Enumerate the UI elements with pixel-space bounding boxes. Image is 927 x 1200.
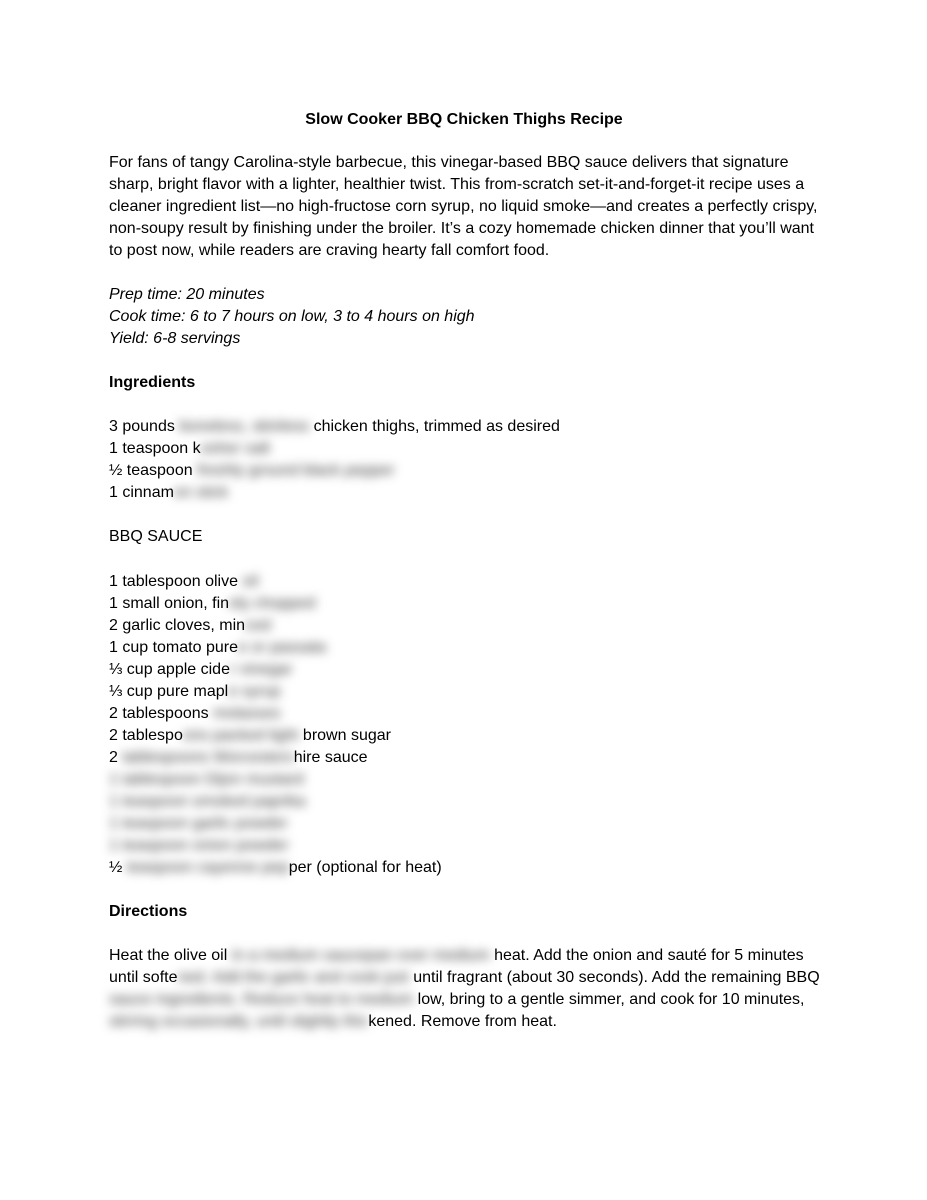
directions-rest-text: until fragrant (about 30 seconds). Add the remaining BBQ xyxy=(408,969,820,986)
sauce-item xyxy=(109,835,442,857)
recipe-meta xyxy=(109,284,475,350)
sauce-item-visible-text: ⅓ cup pure mapl xyxy=(109,683,229,700)
sauce-item-visible-text: ⅓ cup apple cide xyxy=(109,661,230,678)
sauce-item-blurred-text: teaspoon cayenne pep xyxy=(126,859,289,876)
sauce-item-blurred-text: oil xyxy=(237,573,259,590)
sauce-item-visible-text: ½ xyxy=(109,859,127,876)
sauce-heading: BBQ SAUCE xyxy=(109,528,203,545)
ingredients-item-visible-text: 1 teaspoon k xyxy=(109,440,201,457)
sauce-item-blurred-text: 1 tablespoon Dijon mustard xyxy=(109,771,304,788)
sauce-item-blurred-text: ons packed light xyxy=(182,727,299,744)
sauce-item-blurred-text: r vinegar xyxy=(229,661,293,678)
ingredients-item-rest-text: chicken thighs, trimmed as desired xyxy=(313,418,560,435)
ingredients-item-blurred-text: on stick xyxy=(173,484,229,501)
ingredients-list xyxy=(109,416,560,504)
directions-rest-text: kened. Remove from heat. xyxy=(368,1013,557,1030)
ingredients-item-blurred-text: freshly ground black pepper xyxy=(197,462,395,479)
sauce-item-blurred-text: tablespoons Worcesters xyxy=(122,749,294,766)
prep-time: Prep time: 20 minutes xyxy=(109,286,265,303)
sauce-item-blurred-text: 1 teaspoon garlic powder xyxy=(109,815,288,832)
directions-rest-text: heat. Add the onion and sauté for 5 minutes until softe xyxy=(109,947,804,986)
sauce-item-visible-text: 2 garlic cloves, min xyxy=(109,617,246,634)
ingredients-item-blurred-text: boneless, skinless xyxy=(179,418,314,435)
sauce-item-rest-text: brown sugar xyxy=(298,727,391,744)
ingredients-item xyxy=(109,460,560,482)
ingredients-item xyxy=(109,416,560,438)
sauce-item xyxy=(109,571,442,593)
sauce-item-visible-text: 1 small onion, fin xyxy=(109,595,230,612)
sauce-item-blurred-text: ely chopped xyxy=(229,595,316,612)
directions-blurred-text: sauce ingredients. Reduce heat to medium xyxy=(109,991,414,1008)
sauce-item-visible-text: 1 tablespoon olive xyxy=(109,573,238,590)
ingredients-item-visible-text: ½ teaspoon xyxy=(109,462,198,479)
sauce-item-blurred-text: e or passata xyxy=(237,639,327,656)
intro-paragraph: For fans of tangy Carolina-style barbecue, this vinegar-based BBQ sauce delivers that signature sharp, bright flavor with a lighter, healthier twist. This from-scratch set-it-and-forget-it recipe uses a cleaner ingredient list—no high-fructose corn syrup, no liquid smoke—and creates a perfectly crispy, non-soupy result by finishing under the broiler. It’s a cozy homemade chicken dinner that you’ll want to post now, while readers are craving hearty fall comfort food. xyxy=(109,154,818,259)
directions-blurred-text: stirring occasionally, until slightly thic xyxy=(109,1013,369,1030)
sauce-item xyxy=(109,791,442,813)
yield: Yield: 6-8 servings xyxy=(109,330,241,347)
sauce-item xyxy=(109,769,442,791)
sauce-item-visible-text: 2 xyxy=(109,749,123,766)
sauce-item-rest-text: per (optional for heat) xyxy=(288,859,442,876)
sauce-item xyxy=(109,681,442,703)
directions-heading: Directions xyxy=(109,903,188,920)
sauce-list xyxy=(109,571,442,879)
sauce-item-visible-text: 2 tablespo xyxy=(109,727,183,744)
sauce-item-blurred-text: 1 teaspoon smoked paprika xyxy=(109,793,306,810)
sauce-item xyxy=(109,747,442,769)
sauce-item-rest-text: hire sauce xyxy=(293,749,368,766)
ingredients-item-visible-text: 1 cinnam xyxy=(109,484,174,501)
sauce-item xyxy=(109,725,442,747)
sauce-item xyxy=(109,659,442,681)
ingredients-item xyxy=(109,438,560,460)
directions-blurred-text: ned. Add the garlic and cook just xyxy=(177,969,409,986)
ingredients-item-blurred-text: osher salt xyxy=(200,440,270,457)
page-title: Slow Cooker BBQ Chicken Thighs Recipe xyxy=(305,111,623,128)
sauce-item xyxy=(109,857,442,879)
sauce-item-blurred-text: e syrup xyxy=(228,683,281,700)
sauce-item xyxy=(109,813,442,835)
sauce-item xyxy=(109,637,442,659)
sauce-item-blurred-text: 1 teaspoon onion powder xyxy=(109,837,289,854)
ingredients-heading: Ingredients xyxy=(109,374,196,391)
ingredients-item xyxy=(109,482,560,504)
directions-blurred-text: in a medium saucepan over medium xyxy=(231,947,490,964)
sauce-item xyxy=(109,615,442,637)
sauce-item-blurred-text: molasses xyxy=(213,705,281,722)
sauce-item xyxy=(109,703,442,725)
directions-paragraph xyxy=(109,945,821,1033)
directions-rest-text: low, bring to a gentle simmer, and cook for 10 minutes, xyxy=(413,991,805,1008)
sauce-item xyxy=(109,593,442,615)
sauce-item-visible-text: 1 cup tomato pure xyxy=(109,639,238,656)
cook-time: Cook time: 6 to 7 hours on low, 3 to 4 hours on high xyxy=(109,308,475,325)
sauce-item-blurred-text: ced xyxy=(245,617,271,634)
ingredients-item-visible-text: 3 pounds xyxy=(109,418,180,435)
sauce-item-visible-text: 2 tablespoons xyxy=(109,705,214,722)
directions-visible-text: Heat the olive oil xyxy=(109,947,232,964)
